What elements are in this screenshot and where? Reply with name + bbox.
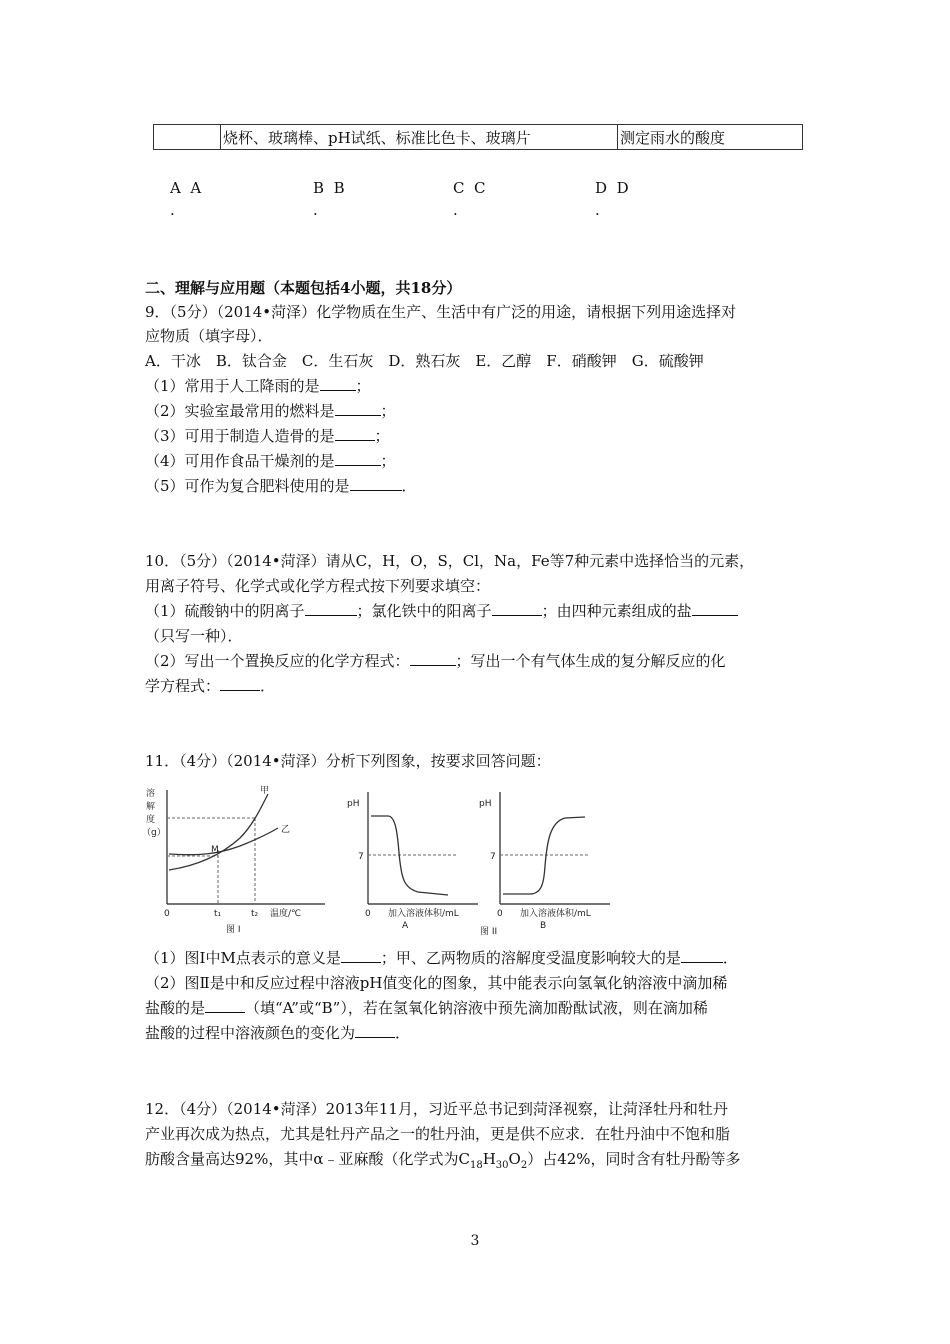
answer-blank[interactable] <box>692 601 738 616</box>
answer-blank[interactable] <box>335 426 375 441</box>
figure-caption: 图 I <box>226 925 241 935</box>
punct: ； <box>380 452 396 470</box>
tick-7: 7 <box>490 852 496 862</box>
q9-sub-3 <box>145 424 390 448</box>
option-letter: D <box>595 179 608 197</box>
punct: ； <box>355 377 371 395</box>
point-label-m: M <box>211 845 219 855</box>
q9-sub-4-text: （4）可用作食品干燥剂的是 <box>145 452 335 470</box>
origin-label: 0 <box>365 909 371 919</box>
option-text: C <box>474 179 486 197</box>
option-letter: B <box>313 179 325 197</box>
punct: ． <box>260 677 276 695</box>
q12-stem-2: 产业再次成为热点，尤其是牡丹产品之一的牡丹油，更是供不应求．在牡丹油中不饱和脂 <box>145 1125 731 1143</box>
origin-label: 0 <box>164 909 170 919</box>
q11-sub-2-a: 盐酸的是 <box>145 999 206 1017</box>
option-d[interactable] <box>595 178 629 220</box>
graph-label-b: B <box>540 921 547 931</box>
q10-sub-1 <box>145 599 738 623</box>
option-letter: C <box>453 179 465 197</box>
subscript: 18 <box>469 1160 483 1171</box>
ylabel: pH <box>347 799 360 809</box>
q9-sub-3-text: （3）可用于制造人造骨的是 <box>145 427 335 445</box>
q10-sub-2 <box>145 649 726 673</box>
answer-blank[interactable] <box>335 401 381 416</box>
option-text: B <box>333 179 345 197</box>
option-a[interactable] <box>170 178 201 220</box>
answer-blank[interactable] <box>335 451 381 466</box>
q10-sub-2-c: 学方程式： <box>145 677 221 695</box>
ph-graph-a <box>338 782 488 942</box>
xlabel: 加入溶液体积/mL <box>520 909 591 919</box>
formula-h: H <box>482 1150 496 1168</box>
solubility-graph <box>140 782 330 942</box>
q11-sub-2-b: （填“A”或“B”），若在氢氧化钠溶液中预先滴加酚酞试液，则在滴加稀 <box>245 999 708 1017</box>
figure-ph-b <box>470 782 620 946</box>
table-row <box>154 125 803 150</box>
q11-sub-1-a: （1）图Ⅰ中M点表示的意义是 <box>145 949 341 967</box>
q10-sub-2-cont <box>145 674 275 698</box>
curve-label-yi: 乙 <box>281 825 291 835</box>
answer-blank[interactable] <box>341 948 381 963</box>
answer-blank[interactable] <box>355 1023 395 1038</box>
subscript: 2 <box>520 1160 528 1171</box>
q12-stem-3 <box>145 1147 741 1178</box>
q10-stem-2: 用离子符号、化学式或化学方程式按下列要求填空： <box>145 577 491 595</box>
tick-t1: t₁ <box>214 909 222 919</box>
graph-label-a: A <box>402 921 409 931</box>
answer-blank[interactable] <box>320 376 356 391</box>
punct: ； <box>374 427 390 445</box>
answer-blank[interactable] <box>410 651 456 666</box>
curve-yi <box>169 828 278 855</box>
q11-sub-2-c: 盐酸的过程中溶液颜色的变化为 <box>145 1024 356 1042</box>
xlabel: 温度/℃ <box>270 909 302 919</box>
tick-7: 7 <box>358 852 364 862</box>
tick-t2: t₂ <box>251 909 259 919</box>
punct: ． <box>722 949 738 967</box>
q9-sub-1-text: （1）常用于人工降雨的是 <box>145 377 320 395</box>
option-dot: . <box>453 201 458 219</box>
q11-sub-1-b: ；甲、乙两物质的溶解度受温度影响较大的是 <box>380 949 681 967</box>
q10-sub-1-c: ；由四种元素组成的盐 <box>541 602 692 620</box>
punct: ； <box>380 402 396 420</box>
q12-text-b: ）占42%，同时含有牡丹酚等多 <box>527 1150 741 1168</box>
curve-label-jia: 甲 <box>260 786 270 796</box>
q9-sub-2-text: （2）实验室最常用的燃料是 <box>145 402 335 420</box>
subscript: 30 <box>495 1160 509 1171</box>
q10-sub-1-a: （1）硫酸钠中的阴离子 <box>145 602 305 620</box>
q11-stem: 11．（4分）（2014•菏泽）分析下列图象，按要求回答问题： <box>145 752 551 770</box>
apparatus-table <box>153 124 803 150</box>
q9-choices: A．干冰 B．钛合金 C．生石灰 D．熟石灰 E．乙醇 F．硝酸钾 G．硫酸钾 <box>145 352 704 370</box>
q9-sub-5 <box>145 474 417 498</box>
q9-stem-1: 9．（5分）（2014•菏泽）化学物质在生产、生活中有广泛的用途，请根据下列用途选择对 <box>145 303 737 321</box>
q12-stem-1: 12．（4分）（2014•菏泽）2013年11月，习近平总书记到菏泽视察，让菏泽牡丹和牡丹 <box>145 1100 728 1118</box>
q10-stem-1: 10．（5分）（2014•菏泽）请从C，H，O，S，Cl，Na，Fe等7种元素中选择恰当的元素， <box>145 552 755 570</box>
ylabel: pH <box>479 799 492 809</box>
punct: ． <box>401 477 417 495</box>
answer-blank[interactable] <box>205 998 245 1013</box>
figure-ph-a <box>338 782 488 946</box>
ylabel-char: （g） <box>142 828 166 838</box>
q10-sub-1-note: （只写一种）． <box>145 627 243 645</box>
formula-o: O <box>508 1150 521 1168</box>
q9-sub-5-text: （5）可作为复合肥料使用的是 <box>145 477 350 495</box>
q9-stem-2: 应物质（填字母）． <box>145 327 273 345</box>
curve-jia <box>169 794 268 870</box>
option-text: A <box>190 179 202 197</box>
page-number: 3 <box>470 1233 480 1249</box>
q11-sub-2-end <box>145 1021 410 1045</box>
figure-solubility <box>140 782 330 946</box>
ylabel-char: 度 <box>146 815 156 825</box>
q10-sub-1-b: ；氯化铁中的阳离子 <box>356 602 492 620</box>
q9-sub-4 <box>145 449 396 473</box>
ph-graph-b <box>470 782 620 942</box>
q9-sub-1 <box>145 374 371 398</box>
option-b[interactable] <box>313 178 345 220</box>
option-dot: . <box>595 201 600 219</box>
q11-sub-1 <box>145 946 738 970</box>
xlabel: 加入溶液体积/mL <box>388 909 459 919</box>
answer-blank[interactable] <box>492 601 542 616</box>
option-c[interactable] <box>453 178 486 220</box>
origin-label: 0 <box>497 909 503 919</box>
option-text: D <box>616 179 629 197</box>
q12-text-a: 肪酸含量高达92%，其中α﹣亚麻酸（化学式为C <box>145 1150 470 1168</box>
q9-sub-2 <box>145 399 396 423</box>
option-dot: . <box>313 201 318 219</box>
answer-blank[interactable] <box>305 601 357 616</box>
q10-sub-2-b: ；写出一个有气体生成的复分解反应的化 <box>455 652 726 670</box>
option-dot: . <box>170 201 175 219</box>
option-letter: A <box>170 179 181 197</box>
punct: ． <box>395 1024 411 1042</box>
table-cell-apparatus: 烧杯、玻璃棒、pH试纸、标准比色卡、玻璃片 <box>221 125 618 150</box>
q10-sub-2-a: （2）写出一个置换反应的化学方程式： <box>145 652 410 670</box>
figure-caption: 图 II <box>480 927 498 937</box>
section-title: 二、理解与应用题（本题包括4小题，共18分） <box>145 279 462 297</box>
answer-blank[interactable] <box>220 676 260 691</box>
table-cell-empty <box>154 125 221 150</box>
q11-sub-2-cont <box>145 996 708 1020</box>
table-cell-purpose: 测定雨水的酸度 <box>618 125 803 150</box>
q11-sub-2: （2）图Ⅱ是中和反应过程中溶液pH值变化的图象，其中能表示向氢氧化钠溶液中滴加稀 <box>145 974 728 992</box>
ylabel-char: 溶 <box>146 789 156 799</box>
answer-blank[interactable] <box>681 948 723 963</box>
answer-blank[interactable] <box>350 476 402 491</box>
ylabel-char: 解 <box>146 802 156 812</box>
